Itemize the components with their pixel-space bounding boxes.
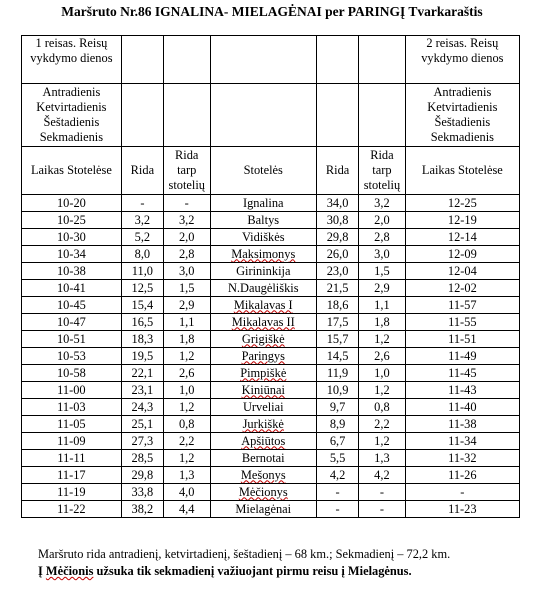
time-left-cell: 11-00 — [22, 382, 122, 399]
time-right-cell: 11-45 — [405, 365, 519, 382]
stop-name-cell: Girininkija — [210, 263, 316, 280]
between-right-cell: 1,2 — [359, 331, 406, 348]
time-right-cell: - — [405, 484, 519, 501]
schedule-row — [22, 484, 520, 501]
schedule-row — [22, 348, 520, 365]
dist-right-cell: 29,8 — [317, 229, 359, 246]
time-left-cell: 11-05 — [22, 416, 122, 433]
between-right-cell: 2,8 — [359, 229, 406, 246]
between-left-cell: 4,4 — [163, 501, 210, 518]
time-left-cell: 10-34 — [22, 246, 122, 263]
dist-left-cell: 29,8 — [121, 467, 163, 484]
footer-notes — [38, 546, 538, 580]
between-left-cell: 1,8 — [163, 331, 210, 348]
dist-left-cell: 5,2 — [121, 229, 163, 246]
time-left-cell: 10-30 — [22, 229, 122, 246]
time-right-cell: 11-40 — [405, 399, 519, 416]
between-left-cell: - — [163, 195, 210, 212]
between-left-cell: 3,2 — [163, 212, 210, 229]
dist-right-cell: 10,9 — [317, 382, 359, 399]
dist-left-cell: 27,3 — [121, 433, 163, 450]
schedule-row — [22, 433, 520, 450]
stop-name-cell: Apšiūtos — [210, 433, 316, 450]
between-right-cell: 1,8 — [359, 314, 406, 331]
dist-right-cell: 4,2 — [317, 467, 359, 484]
time-right-cell: 11-23 — [405, 501, 519, 518]
trip2-label: 2 reisas. Reisų vykdymo dienos — [405, 36, 519, 84]
schedule-row — [22, 263, 520, 280]
time-left-cell: 10-25 — [22, 212, 122, 229]
dist-right-cell: 17,5 — [317, 314, 359, 331]
between-left-cell: 1,5 — [163, 280, 210, 297]
time-left-cell: 10-47 — [22, 314, 122, 331]
time-left-cell: 10-41 — [22, 280, 122, 297]
between-left-cell: 1,3 — [163, 467, 210, 484]
between-right-cell: 3,0 — [359, 246, 406, 263]
schedule-row — [22, 501, 520, 518]
footer-stop-note: Į Mėčionis užsuka tik sekmadienį važiuojant pirmu reisu į Mielagėnus. — [38, 564, 412, 578]
dist-right-cell: 30,8 — [317, 212, 359, 229]
stop-name-cell: Vidiškės — [210, 229, 316, 246]
col-dist-left: Rida — [121, 147, 163, 195]
between-left-cell: 2,2 — [163, 433, 210, 450]
stop-name-cell: Mielagėnai — [210, 501, 316, 518]
schedule-table — [21, 35, 520, 518]
between-left-cell: 1,2 — [163, 399, 210, 416]
dist-right-cell: - — [317, 484, 359, 501]
between-right-cell: 4,2 — [359, 467, 406, 484]
stop-name-cell: Paringys — [210, 348, 316, 365]
dist-right-cell: 26,0 — [317, 246, 359, 263]
between-right-cell: 1,3 — [359, 450, 406, 467]
dist-left-cell: 23,1 — [121, 382, 163, 399]
stop-name-cell: Pimpiškė — [210, 365, 316, 382]
header-row-days — [22, 84, 520, 147]
stop-name-cell: Grigiškė — [210, 331, 316, 348]
dist-right-cell: 9,7 — [317, 399, 359, 416]
dist-left-cell: 33,8 — [121, 484, 163, 501]
time-right-cell: 11-49 — [405, 348, 519, 365]
time-left-cell: 11-03 — [22, 399, 122, 416]
time-right-cell: 11-43 — [405, 382, 519, 399]
col-dist-right: Rida — [317, 147, 359, 195]
stop-name-cell: Mešonys — [210, 467, 316, 484]
schedule-row — [22, 246, 520, 263]
schedule-row — [22, 297, 520, 314]
between-left-cell: 2,9 — [163, 297, 210, 314]
dist-left-cell: - — [121, 195, 163, 212]
time-left-cell: 10-45 — [22, 297, 122, 314]
trip1-days: Antradienis Ketvirtadienis Šeštadienis Sekmadienis — [22, 84, 122, 147]
time-right-cell: 12-02 — [405, 280, 519, 297]
between-right-cell: 2,9 — [359, 280, 406, 297]
between-right-cell: 2,2 — [359, 416, 406, 433]
column-header-row — [22, 147, 520, 195]
dist-right-cell: 5,5 — [317, 450, 359, 467]
dist-right-cell: 15,7 — [317, 331, 359, 348]
time-left-cell: 10-20 — [22, 195, 122, 212]
schedule-row — [22, 280, 520, 297]
dist-left-cell: 11,0 — [121, 263, 163, 280]
dist-left-cell: 15,4 — [121, 297, 163, 314]
dist-right-cell: 23,0 — [317, 263, 359, 280]
schedule-row — [22, 314, 520, 331]
schedule-row — [22, 467, 520, 484]
stop-name-cell: Ignalina — [210, 195, 316, 212]
footer-distance-note: Maršruto rida antradienį, ketvirtadienį, šeštadienį – 68 km.; Sekmadienį – 72,2 km. — [38, 547, 451, 561]
dist-right-cell: 14,5 — [317, 348, 359, 365]
time-left-cell: 11-22 — [22, 501, 122, 518]
stop-name-cell: Urveliai — [210, 399, 316, 416]
stop-name-cell: Jurkiškė — [210, 416, 316, 433]
between-right-cell: 1,2 — [359, 433, 406, 450]
dist-right-cell: 21,5 — [317, 280, 359, 297]
time-right-cell: 11-57 — [405, 297, 519, 314]
between-left-cell: 1,0 — [163, 382, 210, 399]
stop-name-cell: Mikalavas I — [210, 297, 316, 314]
between-left-cell: 3,0 — [163, 263, 210, 280]
between-left-cell: 2,0 — [163, 229, 210, 246]
schedule-row — [22, 382, 520, 399]
dist-left-cell: 16,5 — [121, 314, 163, 331]
time-left-cell: 10-51 — [22, 331, 122, 348]
trip2-days: Antradienis Ketvirtadienis Šeštadienis Sekmadienis — [405, 84, 519, 147]
time-right-cell: 11-26 — [405, 467, 519, 484]
time-left-cell: 10-38 — [22, 263, 122, 280]
schedule-row — [22, 212, 520, 229]
between-right-cell: 1,5 — [359, 263, 406, 280]
col-between-left: Rida tarp stotelių — [163, 147, 210, 195]
stop-name-cell: N.Daugėliškis — [210, 280, 316, 297]
schedule-row — [22, 331, 520, 348]
dist-right-cell: 8,9 — [317, 416, 359, 433]
time-right-cell: 12-14 — [405, 229, 519, 246]
time-left-cell: 11-19 — [22, 484, 122, 501]
stop-name-cell: Maksimonys — [210, 246, 316, 263]
dist-right-cell: 11,9 — [317, 365, 359, 382]
between-left-cell: 1,1 — [163, 314, 210, 331]
between-right-cell: 0,8 — [359, 399, 406, 416]
schedule-row — [22, 195, 520, 212]
between-right-cell: 2,0 — [359, 212, 406, 229]
time-right-cell: 12-09 — [405, 246, 519, 263]
stop-name-cell: Bernotai — [210, 450, 316, 467]
trip1-label: 1 reisas. Reisų vykdymo dienos — [22, 36, 122, 84]
time-left-cell: 10-53 — [22, 348, 122, 365]
between-right-cell: 1,1 — [359, 297, 406, 314]
time-right-cell: 12-04 — [405, 263, 519, 280]
header-row-trip — [22, 36, 520, 84]
time-right-cell: 11-38 — [405, 416, 519, 433]
dist-left-cell: 19,5 — [121, 348, 163, 365]
col-time-left: Laikas Stotelėse — [22, 147, 122, 195]
between-right-cell: - — [359, 501, 406, 518]
highlighted-stop-word: Mėčionis — [45, 564, 94, 578]
schedule-row — [22, 365, 520, 382]
dist-left-cell: 22,1 — [121, 365, 163, 382]
dist-left-cell: 3,2 — [121, 212, 163, 229]
schedule-row — [22, 450, 520, 467]
stop-name-cell: Kiniūnai — [210, 382, 316, 399]
between-right-cell: 2,6 — [359, 348, 406, 365]
stop-name-cell: Mikalavas II — [210, 314, 316, 331]
dist-left-cell: 24,3 — [121, 399, 163, 416]
dist-right-cell: 18,6 — [317, 297, 359, 314]
between-left-cell: 0,8 — [163, 416, 210, 433]
between-right-cell: 1,2 — [359, 382, 406, 399]
dist-right-cell: 6,7 — [317, 433, 359, 450]
time-right-cell: 11-34 — [405, 433, 519, 450]
dist-left-cell: 8,0 — [121, 246, 163, 263]
dist-left-cell: 25,1 — [121, 416, 163, 433]
between-right-cell: - — [359, 484, 406, 501]
dist-right-cell: 34,0 — [317, 195, 359, 212]
between-left-cell: 4,0 — [163, 484, 210, 501]
col-between-right: Rida tarp stotelių — [359, 147, 406, 195]
stop-name-cell: Baltys — [210, 212, 316, 229]
dist-right-cell: - — [317, 501, 359, 518]
dist-left-cell: 18,3 — [121, 331, 163, 348]
time-right-cell: 11-32 — [405, 450, 519, 467]
time-left-cell: 11-17 — [22, 467, 122, 484]
time-left-cell: 10-58 — [22, 365, 122, 382]
time-right-cell: 12-19 — [405, 212, 519, 229]
time-left-cell: 11-11 — [22, 450, 122, 467]
schedule-row — [22, 229, 520, 246]
schedule-row — [22, 399, 520, 416]
between-right-cell: 1,0 — [359, 365, 406, 382]
time-right-cell: 11-51 — [405, 331, 519, 348]
time-left-cell: 11-09 — [22, 433, 122, 450]
between-left-cell: 1,2 — [163, 348, 210, 365]
col-time-right: Laikas Stotelėse — [405, 147, 519, 195]
time-right-cell: 12-25 — [405, 195, 519, 212]
schedule-title: Maršruto Nr.86 IGNALINA- MIELAGĖNAI per PARINGĮ Tvarkaraštis — [61, 4, 483, 19]
dist-left-cell: 38,2 — [121, 501, 163, 518]
stop-name-cell: Mėčionys — [210, 484, 316, 501]
time-right-cell: 11-55 — [405, 314, 519, 331]
dist-left-cell: 12,5 — [121, 280, 163, 297]
between-left-cell: 2,6 — [163, 365, 210, 382]
dist-left-cell: 28,5 — [121, 450, 163, 467]
col-stop: Stotelės — [210, 147, 316, 195]
between-right-cell: 3,2 — [359, 195, 406, 212]
between-left-cell: 2,8 — [163, 246, 210, 263]
between-left-cell: 1,2 — [163, 450, 210, 467]
schedule-row — [22, 416, 520, 433]
